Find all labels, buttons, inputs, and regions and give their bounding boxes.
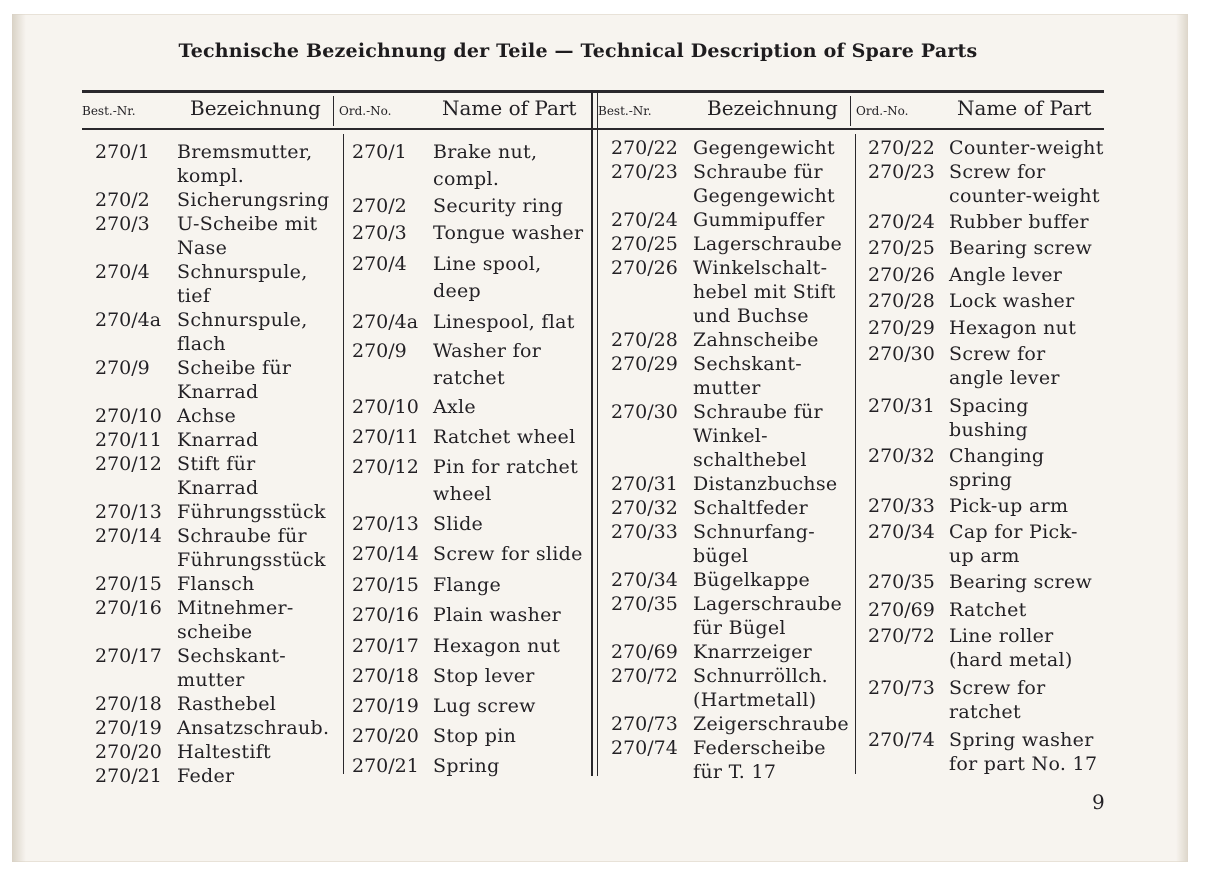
part-name: Changing <box>949 445 1045 467</box>
part-name: Zeigerschraube <box>693 713 849 735</box>
part-name: ratchet <box>949 701 1021 723</box>
part-name: Pin for ratchet <box>433 456 579 478</box>
center-divider <box>591 93 593 776</box>
part-name: Bügelkappe <box>693 569 811 591</box>
part-number: 270/2 <box>352 195 407 217</box>
part-name: (hard metal) <box>949 649 1073 671</box>
part-name: bügel <box>693 545 749 567</box>
part-number: 270/18 <box>352 665 419 687</box>
part-number: 270/32 <box>611 497 678 519</box>
part-number: 270/34 <box>868 521 935 543</box>
part-number: 270/73 <box>868 677 935 699</box>
part-number: 270/69 <box>611 641 678 663</box>
part-number: 270/23 <box>868 161 935 183</box>
part-number: 270/18 <box>95 693 162 715</box>
part-number: 270/72 <box>868 625 935 647</box>
part-number: 270/34 <box>611 569 678 591</box>
part-number: 270/12 <box>95 453 162 475</box>
part-number: 270/35 <box>868 571 935 593</box>
part-name: up arm <box>949 545 1020 567</box>
part-name: Schaltfeder <box>693 497 808 519</box>
part-number: 270/28 <box>611 329 678 351</box>
part-name: Screw for <box>949 343 1046 365</box>
part-number: 270/2 <box>95 189 150 211</box>
part-name: Counter-weight <box>949 137 1104 159</box>
part-name: Angle lever <box>949 264 1063 286</box>
part-number: 270/12 <box>352 456 419 478</box>
part-number: 270/14 <box>352 543 419 565</box>
part-name: Flange <box>433 574 502 596</box>
part-number: 270/33 <box>611 521 678 543</box>
part-name: Gegengewicht <box>693 185 835 207</box>
part-number: 270/31 <box>611 473 678 495</box>
header-bezeichnung-right: Bezeichnung <box>707 96 838 120</box>
header-ord-no-left: Ord.-No. <box>339 104 392 118</box>
page-gutter-shadow <box>12 14 26 862</box>
part-name: für Bügel <box>693 617 786 639</box>
part-number: 270/21 <box>352 755 419 777</box>
part-number: 270/19 <box>95 717 162 739</box>
part-name: Knarrzeiger <box>693 641 813 663</box>
part-name: Scheibe für <box>177 357 292 379</box>
part-name: Screw for slide <box>433 543 583 565</box>
part-number: 270/1 <box>95 141 150 163</box>
part-number: 270/9 <box>95 357 150 379</box>
part-name: for part No. 17 <box>949 753 1098 775</box>
header-best-nr-right: Best.-Nr. <box>598 104 652 118</box>
part-name: Spring washer <box>949 729 1094 751</box>
part-name: Spring <box>433 755 500 777</box>
part-name: Stop pin <box>433 725 517 747</box>
part-name: wheel <box>433 483 492 505</box>
part-name: Ratchet wheel <box>433 426 576 448</box>
part-number: 270/26 <box>611 257 678 279</box>
part-name: mutter <box>693 377 761 399</box>
part-number: 270/31 <box>868 395 935 417</box>
part-number: 270/4a <box>352 311 419 333</box>
part-number: 270/3 <box>95 213 150 235</box>
part-number: 270/25 <box>611 233 678 255</box>
page-edge-shadow <box>1176 14 1188 862</box>
part-name: bushing <box>949 419 1028 441</box>
part-name: Line roller <box>949 625 1054 647</box>
part-name: Cap for Pick- <box>949 521 1078 543</box>
part-name: Screw for <box>949 677 1046 699</box>
part-number: 270/11 <box>95 429 162 451</box>
part-name: angle lever <box>949 367 1060 389</box>
part-number: 270/4 <box>95 261 150 283</box>
part-name: Schraube für <box>693 401 823 423</box>
part-number: 270/24 <box>611 209 678 231</box>
part-name: Sechskant- <box>177 645 287 667</box>
header-divider-2 <box>850 96 851 126</box>
part-number: 270/16 <box>95 597 162 619</box>
part-number: 270/19 <box>352 695 419 717</box>
part-number: 270/32 <box>868 445 935 467</box>
part-name: Distanzbuchse <box>693 473 838 495</box>
part-name: Sechskant- <box>693 353 803 375</box>
part-name: für T. 17 <box>693 761 777 783</box>
part-name: Bremsmutter, <box>177 141 313 163</box>
part-number: 270/4 <box>352 253 407 275</box>
header-name-of-part-right: Name of Part <box>957 96 1092 120</box>
part-name: Hexagon nut <box>949 317 1077 339</box>
part-name: Lug screw <box>433 695 536 717</box>
part-number: 270/22 <box>611 137 678 159</box>
header-best-nr-left: Best.-Nr. <box>82 104 136 118</box>
part-name: flach <box>177 333 226 355</box>
part-number: 270/21 <box>95 765 162 787</box>
part-name: Screw for <box>949 161 1046 183</box>
page-number: 9 <box>1092 790 1105 814</box>
part-number: 270/17 <box>95 645 162 667</box>
part-name: Haltestift <box>177 741 271 763</box>
part-name: Ansatzschraub. <box>177 717 330 739</box>
part-number: 270/15 <box>95 573 162 595</box>
part-number: 270/16 <box>352 604 419 626</box>
part-name: Winkel- <box>693 425 768 447</box>
part-name: Mitnehmer- <box>177 597 294 619</box>
part-name: ratchet <box>433 367 505 389</box>
part-name: Knarrad <box>177 381 259 403</box>
part-name: Bearing screw <box>949 571 1093 593</box>
part-name: kompl. <box>177 165 245 187</box>
part-name: Line spool, <box>433 253 542 275</box>
part-name: Lagerschraube <box>693 233 843 255</box>
part-number: 270/10 <box>352 396 419 418</box>
part-number: 270/17 <box>352 635 419 657</box>
part-name: Axle <box>433 396 476 418</box>
part-name: deep <box>433 280 482 302</box>
part-name: Führungsstück <box>177 549 326 571</box>
part-number: 270/13 <box>95 501 162 523</box>
part-number: 270/13 <box>352 513 419 535</box>
part-name: Schnurröllch. <box>693 665 828 687</box>
part-name: schalthebel <box>693 449 807 471</box>
part-number: 270/72 <box>611 665 678 687</box>
part-name: scheibe <box>177 621 253 643</box>
part-name: Flansch <box>177 573 255 595</box>
part-number: 270/15 <box>352 574 419 596</box>
part-number: 270/20 <box>95 741 162 763</box>
part-name: Pick-up arm <box>949 495 1069 517</box>
part-name: Feder <box>177 765 235 787</box>
part-name: hebel mit Stift <box>693 281 836 303</box>
part-name: tief <box>177 285 211 307</box>
part-name: Plain washer <box>433 604 562 626</box>
part-name: counter-weight <box>949 185 1100 207</box>
part-name: Gegengewicht <box>693 137 835 159</box>
part-number: 270/74 <box>868 729 935 751</box>
part-name: Ratchet <box>949 599 1027 621</box>
part-number: 270/25 <box>868 237 935 259</box>
part-name: Washer for <box>433 340 542 362</box>
part-name: Gummipuffer <box>693 209 825 231</box>
part-number: 270/4a <box>95 309 162 331</box>
top-rule <box>82 90 1104 93</box>
part-name: compl. <box>433 168 500 190</box>
part-name: Rubber buffer <box>949 211 1089 233</box>
part-name: Stift für <box>177 453 256 475</box>
part-name: Rasthebel <box>177 693 277 715</box>
part-number: 270/23 <box>611 161 678 183</box>
part-number: 270/14 <box>95 525 162 547</box>
header-name-of-part-left: Name of Part <box>442 96 577 120</box>
part-name: Nase <box>177 237 228 259</box>
part-name: mutter <box>177 669 245 691</box>
part-number: 270/35 <box>611 593 678 615</box>
header-bezeichnung-left: Bezeichnung <box>190 96 321 120</box>
column-divider-1 <box>343 134 344 774</box>
part-number: 270/74 <box>611 737 678 759</box>
part-number: 270/33 <box>868 495 935 517</box>
page-title: Technische Bezeichnung der Teile — Technical Description of Spare Parts <box>178 40 978 62</box>
header-ord-no-right: Ord.-No. <box>856 104 909 118</box>
part-name: Hexagon nut <box>433 635 561 657</box>
part-name: Federscheibe <box>693 737 826 759</box>
header-rule <box>82 128 1104 130</box>
part-name: Lagerschraube <box>693 593 843 615</box>
part-name: Slide <box>433 513 484 535</box>
part-number: 270/73 <box>611 713 678 735</box>
part-name: Schraube für <box>693 161 823 183</box>
part-number: 270/26 <box>868 264 935 286</box>
part-name: (Hartmetall) <box>693 689 817 711</box>
part-name: Winkelschalt- <box>693 257 828 279</box>
part-name: Achse <box>177 405 237 427</box>
part-number: 270/69 <box>868 599 935 621</box>
part-name: Stop lever <box>433 665 535 687</box>
part-name: Brake nut, <box>433 141 538 163</box>
part-name: U-Scheibe mit <box>177 213 318 235</box>
part-name: Sicherungsring <box>177 189 330 211</box>
part-number: 270/3 <box>352 222 407 244</box>
part-name: Security ring <box>433 195 564 217</box>
part-number: 270/11 <box>352 426 419 448</box>
part-name: spring <box>949 469 1013 491</box>
part-name: Tongue washer <box>433 222 584 244</box>
part-number: 270/10 <box>95 405 162 427</box>
part-number: 270/20 <box>352 725 419 747</box>
header-divider-1 <box>333 96 334 126</box>
part-name: Knarrad <box>177 429 259 451</box>
part-name: Spacing <box>949 395 1029 417</box>
part-name: Schnurspule, <box>177 309 308 331</box>
part-name: Führungsstück <box>177 501 326 523</box>
part-number: 270/30 <box>868 343 935 365</box>
part-number: 270/1 <box>352 141 407 163</box>
center-divider-2 <box>597 93 598 776</box>
part-number: 270/28 <box>868 290 935 312</box>
part-name: Schraube für <box>177 525 307 547</box>
part-name: Schnurfang- <box>693 521 815 543</box>
column-divider-2 <box>855 134 856 774</box>
part-number: 270/24 <box>868 211 935 233</box>
part-name: Zahnscheibe <box>693 329 819 351</box>
part-number: 270/29 <box>868 317 935 339</box>
part-name: Schnurspule, <box>177 261 308 283</box>
part-name: Lock washer <box>949 290 1075 312</box>
part-name: und Buchse <box>693 305 809 327</box>
part-number: 270/30 <box>611 401 678 423</box>
part-name: Bearing screw <box>949 237 1093 259</box>
part-name: Linespool, flat <box>433 311 575 333</box>
part-number: 270/29 <box>611 353 678 375</box>
part-number: 270/22 <box>868 137 935 159</box>
part-number: 270/9 <box>352 340 407 362</box>
part-name: Knarrad <box>177 477 259 499</box>
